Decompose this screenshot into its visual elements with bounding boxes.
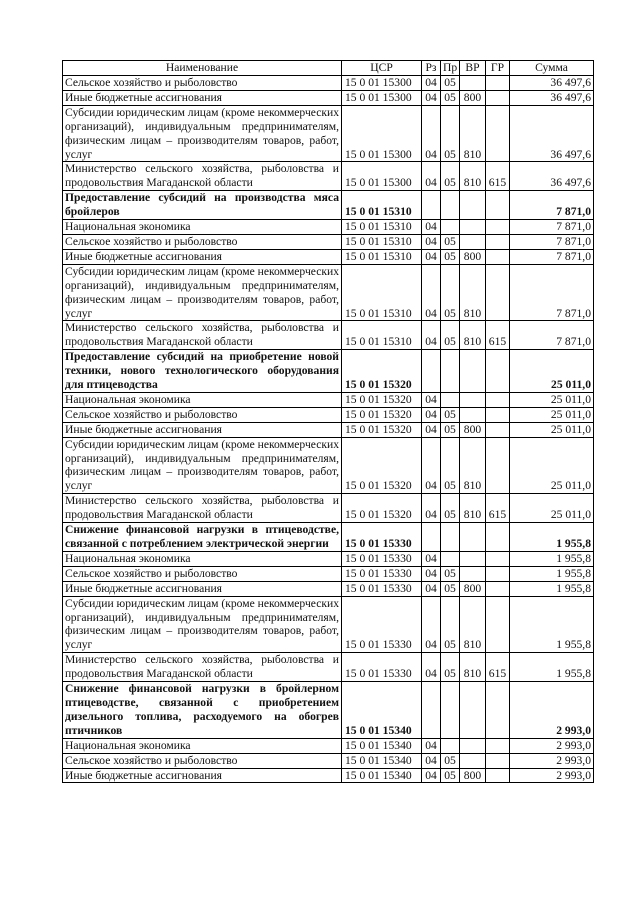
cell-name: Министерство сельского хозяйства, рыболовства и продовольствия Магаданской области xyxy=(63,321,342,350)
cell-pr: 05 xyxy=(441,249,460,264)
cell-name: Сельское хозяйство и рыболовство xyxy=(63,407,342,422)
cell-name: Субсидии юридическим лицам (кроме некоммерческих организаций), индивидуальным предпринимателям, физическим лицам – производителям товаров, работ, услуг xyxy=(63,596,342,653)
cell-sum: 1 955,8 xyxy=(510,581,594,596)
cell-name: Сельское хозяйство и рыболовство xyxy=(63,566,342,581)
cell-pr xyxy=(441,392,460,407)
cell-name: Субсидии юридическим лицам (кроме некоммерческих организаций), индивидуальным предпринимателям, физическим лицам – производителям товаров, работ, услуг xyxy=(63,437,342,494)
cell-name: Иные бюджетные ассигнования xyxy=(63,581,342,596)
table-row xyxy=(63,566,594,581)
cell-csr: 15 0 01 15330 xyxy=(342,596,422,653)
cell-vr: 800 xyxy=(460,422,486,437)
cell-csr: 15 0 01 15340 xyxy=(342,682,422,739)
cell-gr xyxy=(486,407,510,422)
cell-vr xyxy=(460,392,486,407)
cell-gr xyxy=(486,566,510,581)
cell-gr xyxy=(486,220,510,235)
cell-csr: 15 0 01 15320 xyxy=(342,437,422,494)
cell-vr xyxy=(460,523,486,552)
cell-vr: 800 xyxy=(460,249,486,264)
cell-name: Национальная экономика xyxy=(63,220,342,235)
header-csr: ЦСР xyxy=(342,61,422,76)
cell-vr: 810 xyxy=(460,162,486,191)
table-row xyxy=(63,105,594,162)
cell-sum: 2 993,0 xyxy=(510,768,594,783)
table-row xyxy=(63,523,594,552)
cell-pr xyxy=(441,738,460,753)
cell-rz: 04 xyxy=(422,249,441,264)
cell-vr: 810 xyxy=(460,105,486,162)
cell-csr: 15 0 01 15340 xyxy=(342,753,422,768)
cell-name: Иные бюджетные ассигнования xyxy=(63,768,342,783)
table-row xyxy=(63,264,594,321)
cell-csr: 15 0 01 15300 xyxy=(342,162,422,191)
cell-pr: 05 xyxy=(441,653,460,682)
cell-sum: 1 955,8 xyxy=(510,596,594,653)
cell-csr: 15 0 01 15320 xyxy=(342,422,422,437)
cell-vr xyxy=(460,566,486,581)
table-body xyxy=(63,76,594,783)
cell-gr xyxy=(486,682,510,739)
cell-vr: 810 xyxy=(460,596,486,653)
cell-gr xyxy=(486,596,510,653)
header-sum: Сумма xyxy=(510,61,594,76)
cell-name: Предоставление субсидий на производства мяса бройлеров xyxy=(63,191,342,220)
table-row xyxy=(63,90,594,105)
cell-sum: 7 871,0 xyxy=(510,321,594,350)
cell-gr xyxy=(486,422,510,437)
cell-rz: 04 xyxy=(422,653,441,682)
cell-rz xyxy=(422,682,441,739)
table-row xyxy=(63,753,594,768)
cell-pr: 05 xyxy=(441,76,460,91)
header-name: Наименование xyxy=(63,61,342,76)
cell-csr: 15 0 01 15310 xyxy=(342,264,422,321)
cell-csr: 15 0 01 15330 xyxy=(342,523,422,552)
cell-csr: 15 0 01 15310 xyxy=(342,321,422,350)
cell-sum: 36 497,6 xyxy=(510,90,594,105)
header-pr: Пр xyxy=(441,61,460,76)
cell-csr: 15 0 01 15330 xyxy=(342,566,422,581)
cell-sum: 25 011,0 xyxy=(510,494,594,523)
cell-sum: 25 011,0 xyxy=(510,350,594,393)
cell-name: Снижение финансовой нагрузки в птицеводстве, связанной с потреблением электрической энергии xyxy=(63,523,342,552)
header-vr: ВР xyxy=(460,61,486,76)
cell-vr: 810 xyxy=(460,264,486,321)
cell-pr xyxy=(441,551,460,566)
cell-gr xyxy=(486,523,510,552)
cell-gr: 615 xyxy=(486,162,510,191)
cell-gr xyxy=(486,90,510,105)
cell-rz: 04 xyxy=(422,566,441,581)
cell-csr: 15 0 01 15300 xyxy=(342,76,422,91)
cell-name: Сельское хозяйство и рыболовство xyxy=(63,234,342,249)
cell-pr: 05 xyxy=(441,753,460,768)
cell-rz: 04 xyxy=(422,596,441,653)
cell-name: Снижение финансовой нагрузки в бройлерном птицеводстве, связанной с приобретением дизельного топлива, расходуемого на обогрев птичников xyxy=(63,682,342,739)
cell-rz: 04 xyxy=(422,437,441,494)
cell-rz: 04 xyxy=(422,581,441,596)
cell-pr xyxy=(441,191,460,220)
cell-name: Субсидии юридическим лицам (кроме некоммерческих организаций), индивидуальным предпринимателям, физическим лицам – производителям товаров, работ, услуг xyxy=(63,264,342,321)
cell-name: Национальная экономика xyxy=(63,738,342,753)
cell-pr xyxy=(441,350,460,393)
cell-rz: 04 xyxy=(422,321,441,350)
cell-vr xyxy=(460,191,486,220)
cell-csr: 15 0 01 15330 xyxy=(342,581,422,596)
cell-rz: 04 xyxy=(422,105,441,162)
cell-sum: 7 871,0 xyxy=(510,191,594,220)
table-row xyxy=(63,422,594,437)
cell-csr: 15 0 01 15310 xyxy=(342,234,422,249)
cell-pr: 05 xyxy=(441,596,460,653)
cell-pr: 05 xyxy=(441,437,460,494)
cell-sum: 1 955,8 xyxy=(510,523,594,552)
cell-vr xyxy=(460,551,486,566)
table-row xyxy=(63,768,594,783)
table-row xyxy=(63,249,594,264)
cell-rz: 04 xyxy=(422,753,441,768)
table-row xyxy=(63,407,594,422)
cell-name: Министерство сельского хозяйства, рыболовства и продовольствия Магаданской области xyxy=(63,494,342,523)
table-row xyxy=(63,738,594,753)
cell-sum: 25 011,0 xyxy=(510,422,594,437)
cell-vr xyxy=(460,350,486,393)
table-row xyxy=(63,581,594,596)
cell-rz: 04 xyxy=(422,551,441,566)
cell-name: Иные бюджетные ассигнования xyxy=(63,249,342,264)
cell-pr: 05 xyxy=(441,105,460,162)
cell-vr xyxy=(460,234,486,249)
cell-csr: 15 0 01 15340 xyxy=(342,738,422,753)
cell-pr: 05 xyxy=(441,234,460,249)
cell-csr: 15 0 01 15300 xyxy=(342,90,422,105)
header-gr: ГР xyxy=(486,61,510,76)
table-row xyxy=(63,191,594,220)
cell-rz: 04 xyxy=(422,76,441,91)
cell-sum: 36 497,6 xyxy=(510,76,594,91)
cell-gr xyxy=(486,581,510,596)
table-row xyxy=(63,682,594,739)
cell-rz: 04 xyxy=(422,738,441,753)
cell-rz: 04 xyxy=(422,162,441,191)
cell-pr: 05 xyxy=(441,264,460,321)
cell-sum: 7 871,0 xyxy=(510,264,594,321)
cell-name: Иные бюджетные ассигнования xyxy=(63,90,342,105)
cell-vr xyxy=(460,682,486,739)
cell-gr xyxy=(486,105,510,162)
cell-name: Сельское хозяйство и рыболовство xyxy=(63,76,342,91)
cell-gr: 615 xyxy=(486,653,510,682)
cell-rz xyxy=(422,191,441,220)
cell-csr: 15 0 01 15320 xyxy=(342,350,422,393)
cell-vr: 800 xyxy=(460,581,486,596)
cell-csr: 15 0 01 15320 xyxy=(342,407,422,422)
cell-rz xyxy=(422,523,441,552)
cell-pr: 05 xyxy=(441,494,460,523)
header-rz: Рз xyxy=(422,61,441,76)
cell-rz: 04 xyxy=(422,392,441,407)
cell-rz: 04 xyxy=(422,220,441,235)
cell-csr: 15 0 01 15340 xyxy=(342,768,422,783)
cell-csr: 15 0 01 15330 xyxy=(342,551,422,566)
cell-vr: 810 xyxy=(460,437,486,494)
cell-name: Национальная экономика xyxy=(63,392,342,407)
cell-pr: 05 xyxy=(441,566,460,581)
cell-rz: 04 xyxy=(422,264,441,321)
cell-gr xyxy=(486,249,510,264)
cell-vr: 800 xyxy=(460,90,486,105)
cell-csr: 15 0 01 15300 xyxy=(342,105,422,162)
table-row xyxy=(63,494,594,523)
cell-pr: 05 xyxy=(441,162,460,191)
cell-gr xyxy=(486,234,510,249)
cell-rz xyxy=(422,350,441,393)
cell-csr: 15 0 01 15330 xyxy=(342,653,422,682)
cell-rz: 04 xyxy=(422,90,441,105)
cell-rz: 04 xyxy=(422,768,441,783)
cell-pr: 05 xyxy=(441,321,460,350)
cell-gr xyxy=(486,768,510,783)
table-row xyxy=(63,220,594,235)
cell-vr xyxy=(460,738,486,753)
cell-gr xyxy=(486,753,510,768)
cell-sum: 7 871,0 xyxy=(510,234,594,249)
table-row xyxy=(63,551,594,566)
cell-name: Сельское хозяйство и рыболовство xyxy=(63,753,342,768)
cell-sum: 25 011,0 xyxy=(510,407,594,422)
cell-sum: 2 993,0 xyxy=(510,753,594,768)
document-page xyxy=(62,60,593,783)
cell-gr xyxy=(486,76,510,91)
cell-pr: 05 xyxy=(441,90,460,105)
cell-pr: 05 xyxy=(441,422,460,437)
cell-pr: 05 xyxy=(441,407,460,422)
cell-pr xyxy=(441,523,460,552)
table-row xyxy=(63,596,594,653)
cell-sum: 36 497,6 xyxy=(510,105,594,162)
cell-pr: 05 xyxy=(441,768,460,783)
cell-sum: 1 955,8 xyxy=(510,551,594,566)
cell-pr xyxy=(441,220,460,235)
cell-rz: 04 xyxy=(422,407,441,422)
table-row xyxy=(63,234,594,249)
cell-csr: 15 0 01 15310 xyxy=(342,220,422,235)
cell-vr xyxy=(460,407,486,422)
cell-gr xyxy=(486,437,510,494)
budget-table xyxy=(62,60,594,783)
cell-name: Министерство сельского хозяйства, рыболовства и продовольствия Магаданской области xyxy=(63,653,342,682)
cell-sum: 36 497,6 xyxy=(510,162,594,191)
cell-vr: 810 xyxy=(460,321,486,350)
cell-vr: 810 xyxy=(460,494,486,523)
table-row xyxy=(63,162,594,191)
cell-gr xyxy=(486,392,510,407)
cell-sum: 1 955,8 xyxy=(510,653,594,682)
cell-csr: 15 0 01 15310 xyxy=(342,191,422,220)
cell-csr: 15 0 01 15320 xyxy=(342,392,422,407)
cell-gr xyxy=(486,191,510,220)
cell-gr xyxy=(486,264,510,321)
cell-vr xyxy=(460,220,486,235)
table-row xyxy=(63,392,594,407)
cell-gr xyxy=(486,350,510,393)
cell-rz: 04 xyxy=(422,234,441,249)
cell-sum: 25 011,0 xyxy=(510,392,594,407)
cell-pr xyxy=(441,682,460,739)
cell-rz: 04 xyxy=(422,422,441,437)
cell-gr: 615 xyxy=(486,494,510,523)
cell-csr: 15 0 01 15320 xyxy=(342,494,422,523)
cell-name: Национальная экономика xyxy=(63,551,342,566)
cell-vr xyxy=(460,76,486,91)
cell-vr: 800 xyxy=(460,768,486,783)
cell-rz: 04 xyxy=(422,494,441,523)
cell-name: Субсидии юридическим лицам (кроме некоммерческих организаций), индивидуальным предпринимателям, физическим лицам – производителям товаров, работ, услуг xyxy=(63,105,342,162)
cell-vr xyxy=(460,753,486,768)
cell-gr xyxy=(486,551,510,566)
cell-vr: 810 xyxy=(460,653,486,682)
table-row xyxy=(63,350,594,393)
table-row xyxy=(63,76,594,91)
table-row xyxy=(63,321,594,350)
cell-gr xyxy=(486,738,510,753)
table-row xyxy=(63,653,594,682)
table-row xyxy=(63,437,594,494)
table-header-row xyxy=(63,61,594,76)
cell-name: Министерство сельского хозяйства, рыболовства и продовольствия Магаданской области xyxy=(63,162,342,191)
cell-sum: 7 871,0 xyxy=(510,220,594,235)
cell-pr: 05 xyxy=(441,581,460,596)
cell-sum: 7 871,0 xyxy=(510,249,594,264)
cell-name: Иные бюджетные ассигнования xyxy=(63,422,342,437)
cell-name: Предоставление субсидий на приобретение новой техники, нового технологического оборудования для птицеводства xyxy=(63,350,342,393)
cell-csr: 15 0 01 15310 xyxy=(342,249,422,264)
cell-gr: 615 xyxy=(486,321,510,350)
cell-sum: 2 993,0 xyxy=(510,738,594,753)
cell-sum: 25 011,0 xyxy=(510,437,594,494)
cell-sum: 2 993,0 xyxy=(510,682,594,739)
cell-sum: 1 955,8 xyxy=(510,566,594,581)
